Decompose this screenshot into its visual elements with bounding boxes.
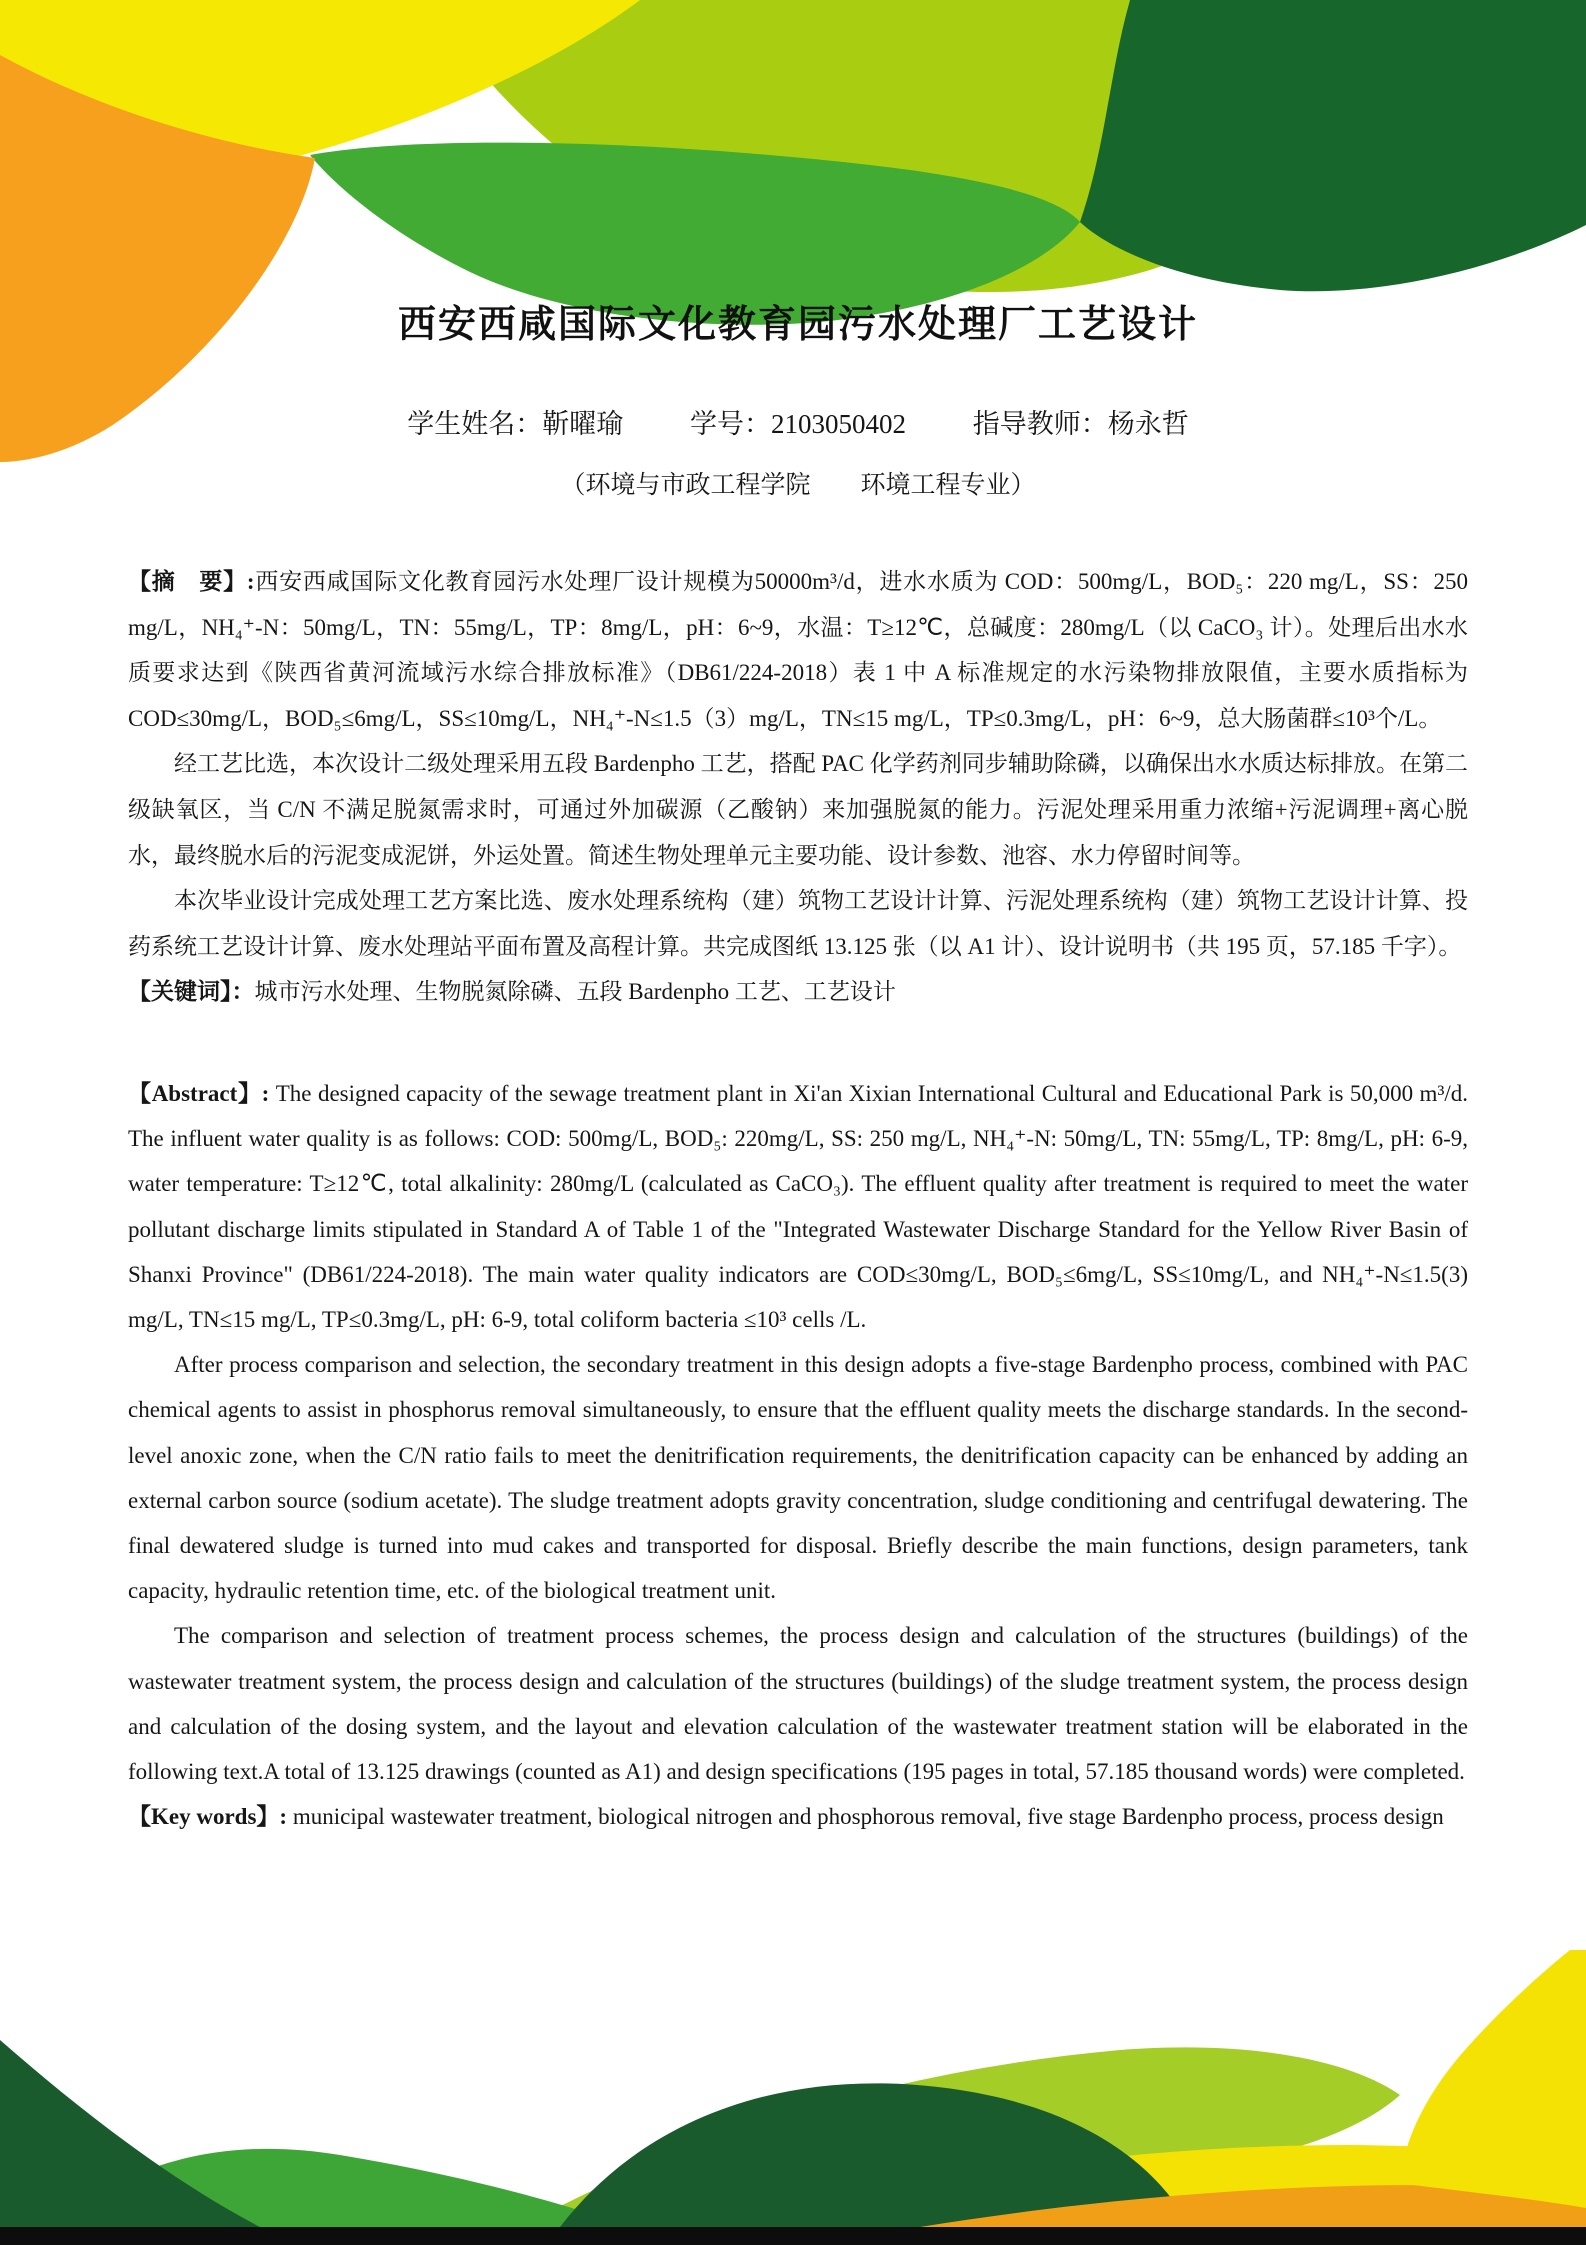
abstract-en-paragraph-2: After process comparison and selection, the secondary treatment in this design adopts a five-stage Bardenpho process, combined with PAC chemical agents to assist in phosphorus removal simultaneously, to ensure that the effluent quality meets the discharge standards. In the second-level anoxic zone, when the C/N ratio fails to meet the denitrification requirements, the denitrification capacity can be enhanced by adding an external carbon source (sodium acetate). The sludge treatment adopts gravity concentration, sludge conditioning and centrifugal dewatering. The final dewatered sludge is turned into mud cakes and transported for disposal. Briefly describe the main functions, design parameters, tank capacity, hydraulic retention time, etc. of the biological treatment unit. (128, 1352, 1468, 1604)
abstract-english (128, 1071, 1468, 1839)
advisor-name: 指导教师：杨永哲 (972, 409, 1189, 439)
abstract-cn-text-1: 西安西咸国际文化教育园污水处理厂设计规模为50000m³/d，进水水质为 COD：500mg/L，BOD₅：220 mg/L，SS：250 mg/L，NH₄⁺-N：50mg/L，TN：55mg/L，TP：8mg/L，pH：6~9，水温：T≥12℃，总碱度：280mg/L（以 CaCO₃ 计）。处理后出水水质要求达到《陕西省黄河流域污水综合排放标准》（DB61/224-2018）表 1 中 A 标准规定的水污染物排放限值，主要水质指标为 COD≤30mg/L，BOD₅≤6mg/L，SS≤10mg/L，NH₄⁺-N≤1.5（3）mg/L，TN≤15 mg/L，TP≤0.3mg/L，pH：6~9，总大肠菌群≤10³个/L。 (128, 569, 1468, 731)
student-name: 学生姓名：靳曜瑜 (407, 409, 624, 439)
keywords-chinese (128, 969, 1468, 1015)
keywords-en-text: municipal wastewater treatment, biological nitrogen and phosphorous removal, five stage Bardenpho process, process design (292, 1804, 1444, 1830)
bottom-yellow-column-shape (1403, 1950, 1586, 2208)
affiliation: （环境与市政工程学院 环境工程专业） (560, 472, 1036, 499)
abstract-en-paragraph-3: The comparison and selection of treatment process schemes, the process design and calculation of the structures (buildings) of the wastewater treatment system, the process design and calculation of the structures (buildings) of the sludge treatment system, the process design and calculation of the dosing system, and the layout and elevation calculation of the wastewater treatment station will be elaborated in the following text.A total of 13.125 drawings (counted as A1) and design specifications (195 pages in total, 57.185 thousand words) were completed. (128, 1623, 1468, 1784)
abstract-en-paragraph-1 (128, 1071, 1468, 1342)
page-content (128, 0, 1468, 1839)
abstract-cn-label: 【摘 要】: (128, 569, 255, 594)
page-title: 西安西咸国际文化教育园污水处理厂工艺设计 (397, 304, 1198, 346)
student-id: 学号：2103050402 (690, 409, 906, 439)
bottom-decoration (0, 1950, 1586, 2227)
abstract-cn-paragraph-2: 经工艺比选，本次设计二级处理采用五段 Bardenpho 工艺，搭配 PAC 化学药剂同步辅助除磷，以确保出水水质达标排放。在第二级缺氧区，当 C/N 不满足脱氮需求时，可通过外加碳源（乙酸钠）来加强脱氮的能力。污泥处理采用重力浓缩+污泥调理+离心脱水，最终脱水后的污泥变成泥饼，外运处置。简述生物处理单元主要功能、设计参数、池容、水力停留时间等。 (128, 751, 1468, 868)
abstract-cn-paragraph-3: 本次毕业设计完成处理工艺方案比选、废水处理系统构（建）筑物工艺设计计算、污泥处理系统构（建）筑物工艺设计计算、投药系统工艺设计计算、废水处理站平面布置及高程计算。共完成图纸 13.125 张（以 A1 计）、设计说明书（共 195 页，57.185 千字）。 (128, 888, 1468, 959)
keywords-cn-text: 城市污水处理、生物脱氮除磷、五段 Bardenpho 工艺、工艺设计 (254, 979, 896, 1005)
abstract-chinese (128, 559, 1468, 1015)
keywords-en-label: 【Key words】: (128, 1804, 293, 1830)
abstract-en-label: 【Abstract】: (128, 1080, 276, 1106)
keywords-cn-label: 【关键词】： (128, 979, 255, 1005)
footer-black-bar (0, 2227, 1586, 2245)
abstract-cn-paragraph-1 (128, 559, 1468, 741)
abstract-en-text-1: The designed capacity of the sewage treatment plant in Xi'an Xixian International Cultural and Educational Park is 50,000 m³/d. The influent water quality is as follows: COD: 500mg/L, BOD₅: 220mg/L, SS: 250 mg/L, NH₄⁺-N: 50mg/L, TN: 55mg/L, TP: 8mg/L, pH: 6-9, water temperature: T≥12℃, total alkalinity: 280mg/L (calculated as CaCO₃). The effluent quality after treatment is required to meet the water pollutant discharge limits stipulated in Standard A of Table 1 of the "Integrated Wastewater Discharge Standard for the Yellow River Basin of Shanxi Province" (DB61/224-2018). The main water quality indicators are COD≤30mg/L, BOD₅≤6mg/L, SS≤10mg/L, and NH₄⁺-N≤1.5(3) mg/L, TN≤15 mg/L, TP≤0.3mg/L, pH: 6-9, total coliform bacteria ≤10³ cells /L. (128, 1080, 1468, 1332)
keywords-english (128, 1794, 1468, 1839)
byline (128, 402, 1468, 441)
